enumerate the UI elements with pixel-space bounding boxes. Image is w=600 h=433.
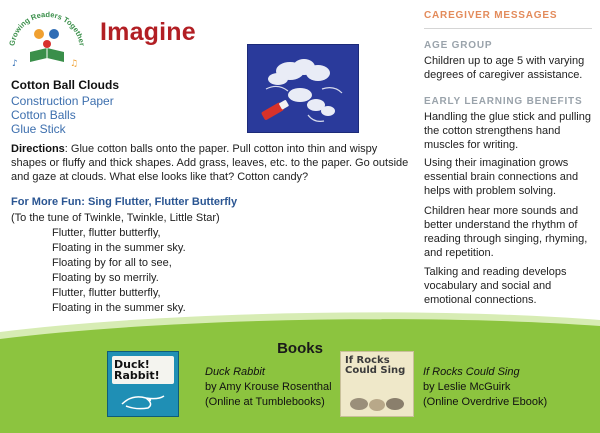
directions-label: Directions xyxy=(11,143,65,155)
more-fun-heading: For More Fun: Sing Flutter, Flutter Butterfly xyxy=(11,196,238,208)
material-item: Cotton Balls xyxy=(11,108,76,122)
benefit-text: Handling the glue stick and pulling the cotton strengthens hand muscles for writing. xyxy=(424,111,591,151)
books-heading: Books xyxy=(277,340,323,357)
svg-text:♫: ♫ xyxy=(70,59,79,69)
book-title-link[interactable]: Duck Rabbit xyxy=(205,366,265,378)
divider xyxy=(424,28,592,29)
caregiver-messages-heading: CAREGIVER MESSAGES xyxy=(424,10,558,21)
duck-rabbit-cover[interactable] xyxy=(107,351,179,417)
song-line: Floating by so merrily. xyxy=(52,272,159,284)
duck-rabbit-icon xyxy=(118,388,168,412)
age-group-text: Children up to age 5 with varying degrees of caregiver assistance. xyxy=(424,55,585,81)
directions-text: : Glue cotton balls onto the paper. Pull cotton into thin and wispy shapes or fluffy and thick shapes. Add grass, leaves, etc. to the paper. Go outside and gaze at clouds. What else looks like that? Cotton candy? xyxy=(11,143,409,183)
book-source: (Online Overdrive Ebook) xyxy=(423,396,548,408)
song-line: Flutter, flutter butterfly, xyxy=(52,227,161,239)
age-group-heading: AGE GROUP xyxy=(424,40,493,51)
early-learning-benefits-heading: EARLY LEARNING BENEFITS xyxy=(424,96,583,107)
if-rocks-could-sing-cover[interactable] xyxy=(340,351,414,417)
book-author: by Leslie McGuirk xyxy=(423,381,511,393)
growing-readers-together-logo xyxy=(4,4,90,74)
song-line: Floating in the summer sky. xyxy=(52,242,186,254)
song-line: Flutter, flutter butterfly, xyxy=(52,287,161,299)
book-source: (Online at Tumblebooks) xyxy=(205,396,325,408)
activity-title: Cotton Ball Clouds xyxy=(11,78,119,92)
book-author: by Amy Krouse Rosenthal xyxy=(205,381,332,393)
svg-text:♪: ♪ xyxy=(12,59,18,69)
book-title-link[interactable]: If Rocks Could Sing xyxy=(423,366,520,378)
material-item: Construction Paper xyxy=(11,94,114,108)
cotton-clouds-photo xyxy=(247,44,359,133)
song-line: Floating by for all to see, xyxy=(52,257,172,269)
cover-title: Duck! Rabbit! xyxy=(114,358,160,382)
benefit-text: Talking and reading develops vocabulary and social and emotional connections. xyxy=(424,266,567,306)
family-reading-icon xyxy=(30,29,64,62)
rocks-icon xyxy=(347,392,407,412)
benefit-text: Using their imagination grows essential brain connections and helps with problem solving. xyxy=(424,157,579,197)
music-notes-icon xyxy=(12,59,78,69)
benefit-text: Children hear more sounds and better understand the rhythm of reading through singing, rhyming, and repetition. xyxy=(424,205,588,259)
cover-title: If Rocks Could Sing xyxy=(345,355,406,376)
material-item: Glue Stick xyxy=(11,122,66,136)
song-line: Floating in the summer sky. xyxy=(52,302,186,314)
tune-note: (To the tune of Twinkle, Twinkle, Little Star) xyxy=(11,212,220,224)
logo-arc-text: Growing Readers Together xyxy=(7,9,87,47)
directions-paragraph xyxy=(11,142,411,184)
page-title: Imagine xyxy=(100,18,196,46)
